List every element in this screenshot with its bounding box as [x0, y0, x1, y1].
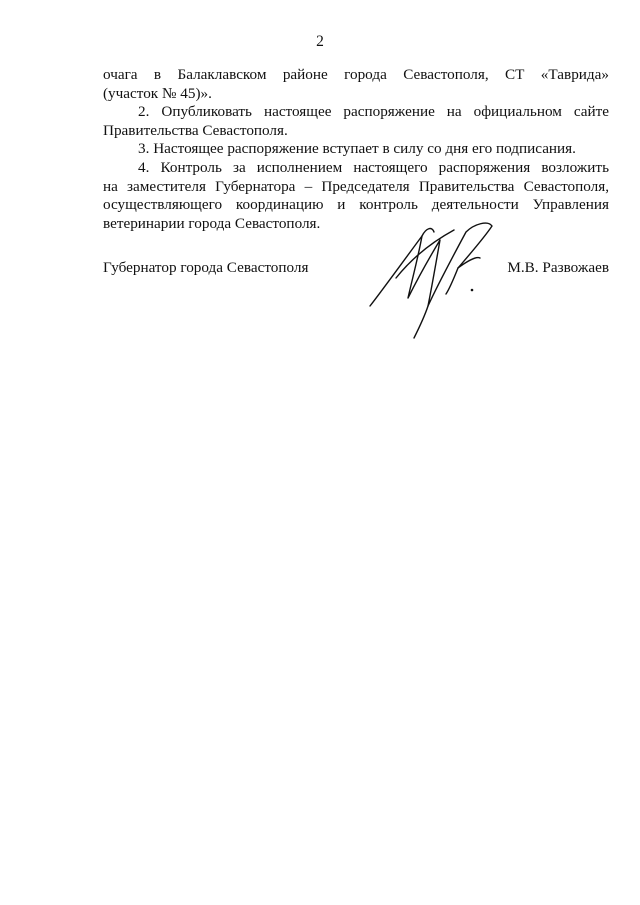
text-line: Правительства Севастополя.: [103, 121, 288, 139]
text-line: 4. Контроль за исполнением настоящего распоряжения возложить: [138, 158, 609, 176]
text-line: очага в Балаклавском районе города Севастополя, СТ «Таврида»: [103, 66, 609, 83]
text-line: ветеринарии города Севастополя.: [103, 214, 321, 232]
paragraph-3: [103, 140, 609, 159]
paragraph-2: [103, 103, 609, 140]
paragraph-4: [103, 159, 609, 233]
paragraph-1-continuation: [103, 66, 609, 103]
signer-title: Губернатор города Севастополя: [103, 259, 309, 276]
text-line: 2. Опубликовать настоящее распоряжение на официальном сайте: [138, 103, 609, 121]
text-line: на заместителя Губернатора – Председателя Правительства Севастополя,: [103, 177, 609, 195]
signer-name: М.В. Развожаев: [507, 259, 609, 276]
signature-strokes: [370, 223, 492, 338]
text-line: 3. Настоящее распоряжение вступает в силу со дня его подписания.: [138, 140, 576, 158]
handwritten-signature-icon: [362, 218, 502, 343]
text-line: осуществляющего координацию и контроль деятельности Управления: [103, 196, 609, 214]
document-body: [103, 66, 609, 233]
page-number: 2: [316, 33, 324, 50]
signature-dot: [471, 289, 474, 292]
text-line: (участок № 45)».: [103, 84, 212, 102]
